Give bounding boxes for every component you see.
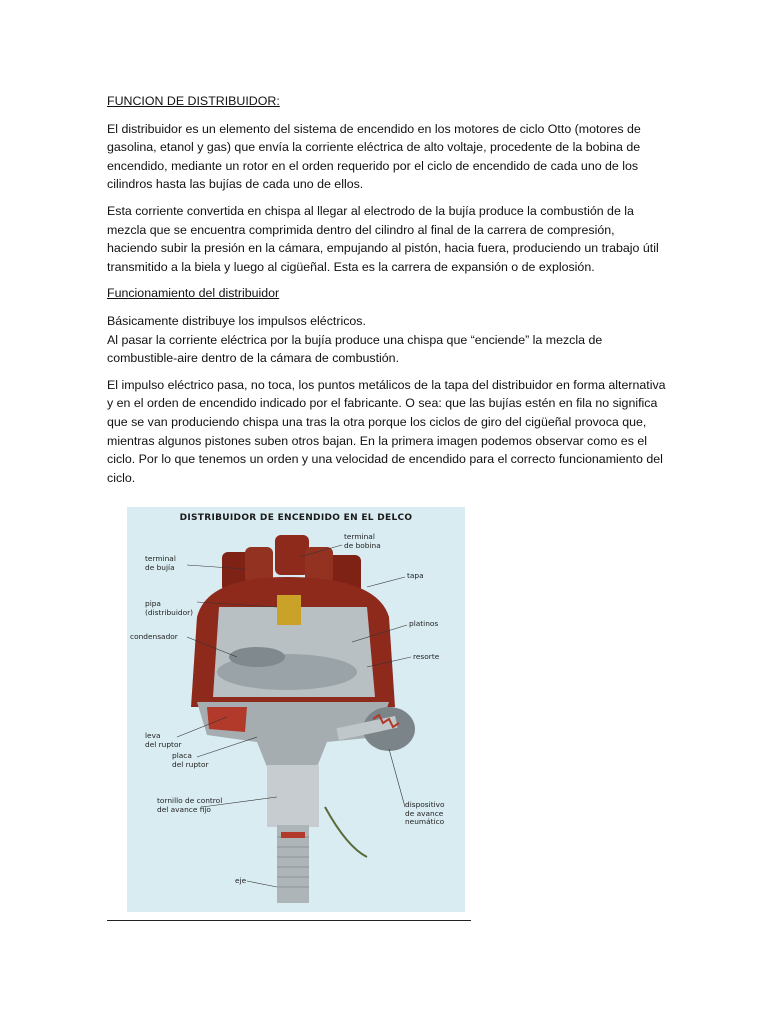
footnote-rule (107, 920, 471, 921)
housing-cutaway (207, 707, 247, 732)
distributor-drawing (127, 507, 465, 912)
center-tower (275, 535, 309, 575)
paragraph-definition: El distribuidor es un elemento del sistema de encendido en los motores de ciclo Otto (motores de gasolina, etanol y gas) que envía la corriente eléctrica de alto voltaje, procedente de la bobina de encendido, mediante un rotor en el orden requerido por el ciclo de encendido de cada uno de los cilindros hasta las bujías de cada uno de ellos. (107, 121, 641, 192)
section-heading-operation: Funcionamiento del distribuidor (107, 286, 280, 301)
label-eje: eje (235, 876, 247, 885)
paragraph-spark: Esta corriente convertida en chispa al llegar al electrodo de la bujía produce la combustión de la mezcla que se encuentra comprimida dentro del cilindro al final de la carrera de compresión, haciendo subir la presión en la cámara, empujando al pistón, hacia fuera, produciendo un trabajo útil transmitido a la biela y luego al cigüeñal. Esta es la carrera de expansión o de explosión. (107, 203, 659, 274)
label-leva: leva del ruptor (145, 731, 182, 749)
figure-title: DISTRIBUIDOR DE ENCENDIDO EN EL DELCO (179, 513, 413, 523)
condenser (229, 647, 285, 667)
label-resorte: resorte (413, 652, 440, 661)
rotor (277, 595, 301, 625)
label-pipa: pipa (distribuidor) (145, 599, 194, 617)
distributor-illustration (127, 507, 465, 912)
label-tornillo: tornillo de control del avance fijo (157, 796, 223, 814)
label-condensador: condensador (130, 632, 178, 641)
paragraph-current: Al pasar la corriente eléctrica por la bujía produce una chispa que “enciende” la mezcla de combustible-aire dentro de la cámara de combustión. (107, 332, 603, 366)
paragraph-basic: Básicamente distribuye los impulsos eléctricos. (107, 313, 366, 328)
label-platinos: platinos (409, 619, 439, 628)
label-tapa: tapa (407, 571, 424, 580)
shaft-housing (267, 765, 319, 827)
label-terminal-bujia: terminal de bujía (145, 554, 176, 572)
label-dispositivo: dispositivo de avance neumático (405, 800, 445, 826)
wire (325, 807, 367, 857)
mid-tower-2 (305, 547, 333, 583)
section-heading-function: FUNCION DE DISTRIBUIDOR: (107, 94, 280, 108)
paragraph-impulse: El impulso eléctrico pasa, no toca, los puntos metálicos de la tapa del distribuidor en forma alternativa y en el orden de encendido indicado por el fabricante. O sea: que las bujías estén en fila no significa que se van produciendo chispa una tras la otra porque los ciclos de giro del cigüeñal provoca que, mientras algunos pistones suben otros bajan. En la primera imagen podemos observar como es el ciclo. Por lo que tenemos un orden y una velocidad de encendido para el correcto funcionamiento del ciclo. (107, 377, 666, 485)
label-placa: placa del ruptor (172, 751, 209, 769)
document-body (107, 92, 667, 495)
shaft-collar (281, 832, 305, 838)
label-terminal-bobina: terminal de bobina (344, 532, 381, 550)
